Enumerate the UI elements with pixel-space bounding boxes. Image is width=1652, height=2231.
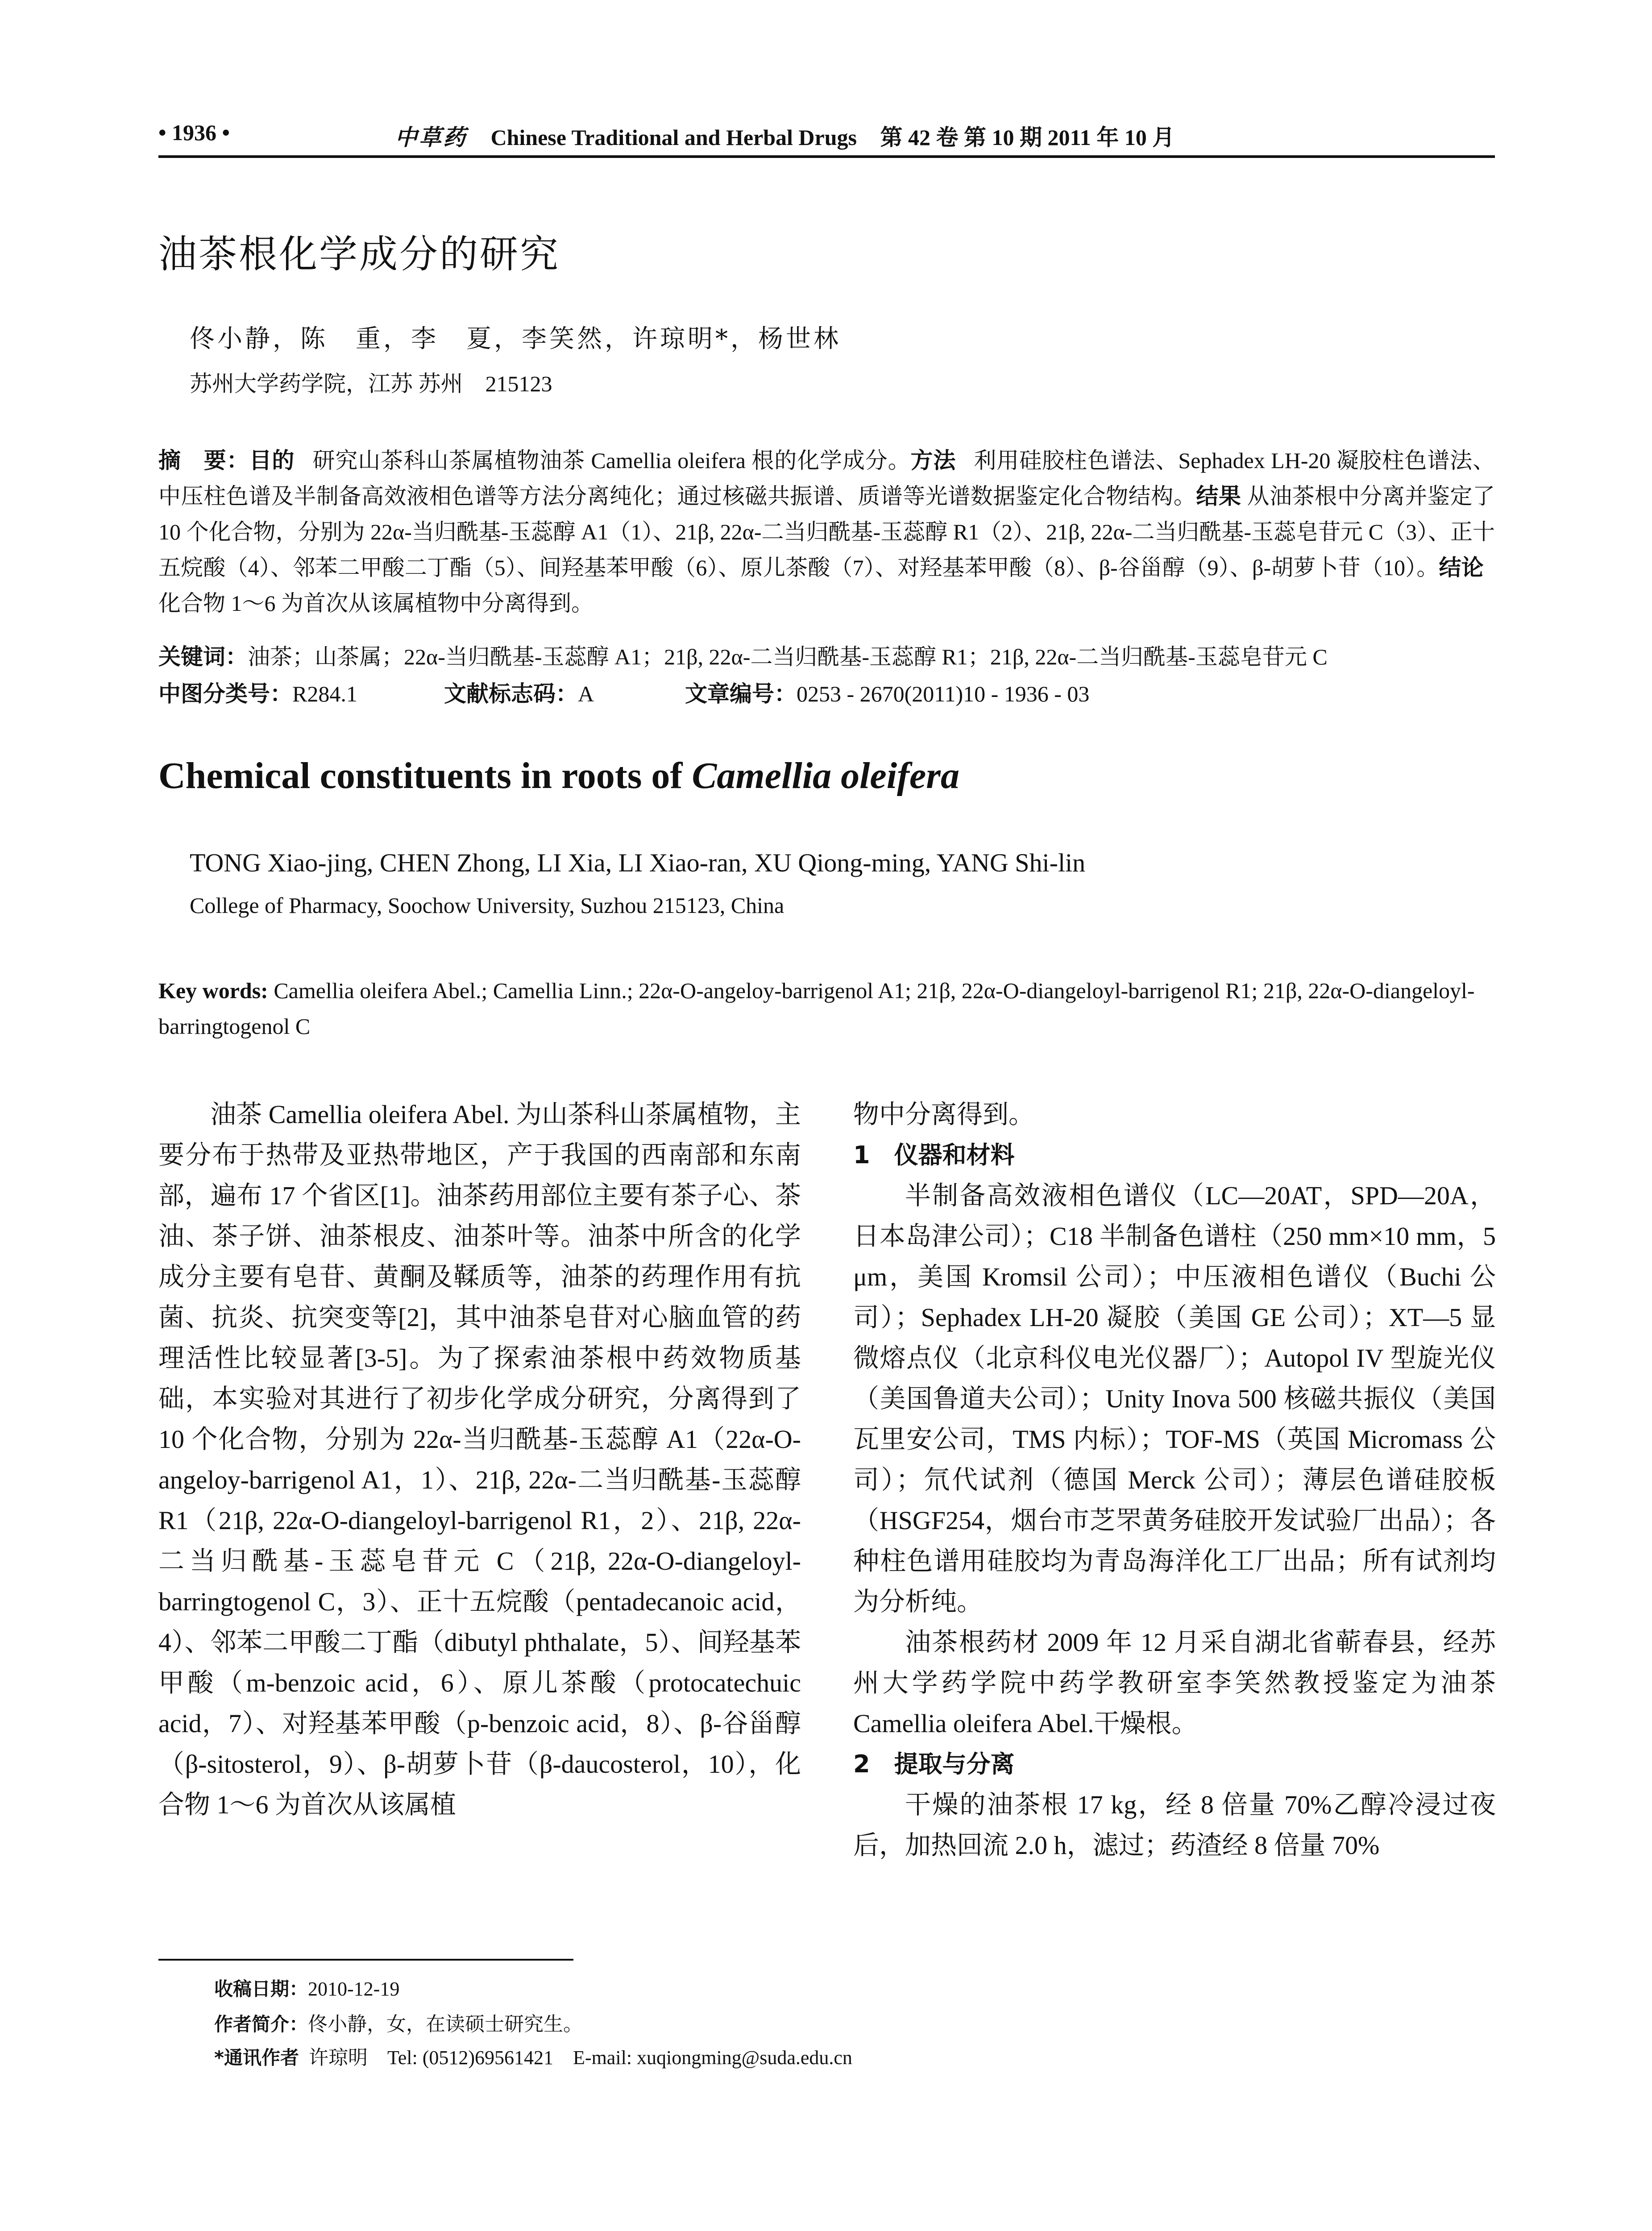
title-cn: 油茶根化学成分的研究 [158,232,560,277]
authors-en: TONG Xiao-jing, CHEN Zhong, LI Xia, LI Xiao-ran, XU Qiong-ming, YANG Shi-lin [190,848,1086,877]
conclusion-label: 结论 [1439,555,1484,581]
author-bio-label: 作者简介： [214,2013,308,2035]
intro-continuation: 物中分离得到。 [853,1100,1035,1129]
keywords-cn-label: 关键词： [158,644,248,670]
keywords-en-text: Camellia oleifera Abel.; Camellia Linn.; 22α-O-angeloy-barrigenol A1; 21β, 22α-O-diangeloyl-barrigenol R1; 21β, 22α-O-diangeloyl-barringtogenol C [158,978,1475,1039]
journal-name-cn: 中草药 [395,124,467,150]
section-1-paragraph-1: 半制备高效液相色谱仪（LC—20AT，SPD—20A，日本岛津公司）；C18 半制备色谱柱（250 mm×10 mm，5 μm，美国 Kromsil 公司）；中压液相色谱仪（Buchi 公司）；Sephadex LH-20 凝胶（美国 GE 公司）；XT—5 显微熔点仪（北京科仪电光仪器厂）；Autopol IV 型旋光仪（美国鲁道夫公司）；Unity Inova 500 核磁共振仪（美国瓦里安公司，TMS 内标）；TOF-MS（英国 Micromass 公司）；氘代试剂（德国 Merck 公司）；薄层色谱硅胶板（HSGF254，烟台市芝罘黄务硅胶开发试验厂出品）；各种柱色谱用硅胶均为青岛海洋化工厂出品；所有试剂均为分析纯。 [853,1181,1496,1616]
clc-value: R284.1 [292,681,357,706]
affiliation-cn: 苏州大学药学院，江苏 苏州 215123 [190,371,552,396]
received-label: 收稿日期： [214,1978,308,2000]
article-no-value: 0253 - 2670(2011)10 - 1936 - 03 [797,681,1090,706]
footnote-author [214,2008,583,2036]
author-bio: 佟小静，女，在读硕士研究生。 [308,2013,583,2035]
results-text: 从油茶根中分离并鉴定了 10 个化合物，分别为 22α-当归酰基-玉蕊醇 A1（1）、21β, 22α-二当归酰基-玉蕊醇 R1（2）、21β, 22α-二当归酰基-玉蕊皂苷元 C（3）、正十五烷酸（4）、邻苯二甲酸二丁酯（5）、间羟基苯甲酸（6）、原儿茶酸（7）、对羟基苯甲酸（8）、β-谷甾醇（9）、β-胡萝卜苷（10）。 [158,484,1495,580]
doc-code-value: A [578,681,594,706]
footnote-received [214,1974,399,2001]
keywords-cn-text: 油茶；山茶属；22α-当归酰基-玉蕊醇 A1；21β, 22α-二当归酰基-玉蕊醇 R1；21β, 22α-二当归酰基-玉蕊皂苷元 C [248,644,1328,669]
received-date: 2010-12-19 [308,1978,400,2000]
journal-info [395,120,1175,152]
methods-label: 方法 [910,448,956,473]
abstract-label: 摘 要： [158,448,249,473]
affiliation-en: College of Pharmacy, Soochow University, Suzhou 215123, China [190,893,784,918]
objective-label: 目的 [249,448,295,473]
section-1-paragraph-2: 油茶根药材 2009 年 12 月采自湖北省蕲春县，经苏州大学药学院中药学教研室李笑然教授鉴定为油茶 Camellia oleifera Abel.干燥根。 [853,1628,1496,1738]
methods-text: 利用硅胶柱色谱法、Sephadex LH-20 凝胶柱色谱法、中压柱色谱及半制备高效液相色谱等方法分离纯化；通过核磁共振谱、质谱等光谱数据鉴定化合物结构。 [158,448,1495,509]
conclusion-text: 化合物 1～6 为首次从该属植物中分离得到。 [158,591,594,616]
section-2-paragraph-1: 干燥的油茶根 17 kg，经 8 倍量 70%乙醇冷浸过夜后，加热回流 2.0 h，滤过；药渣经 8 倍量 70% [853,1790,1496,1860]
doc-code-label: 文献标志码： [444,681,578,707]
title-en-text: Chemical constituents in roots of [158,755,683,796]
section-2-heading: 2 提取与分离 [853,1750,1015,1778]
corresponding-label: *通讯作者 [214,2047,299,2069]
results-label: 结果 [1196,483,1241,509]
intro-paragraph: 油茶 Camellia oleifera Abel. 为山茶科山茶属植物，主要分布于热带及亚热带地区，产于我国的西南部和东南部，遍布 17 个省区[1]。油茶药用部位主要有茶子心、茶油、茶子饼、油茶根皮、油茶叶等。油茶中所含的化学成分主要有皂苷、黄酮及鞣质等，油茶的药理作用有抗菌、抗炎、抗突变等[2]，其中油茶皂苷对心脑血管的药理活性比较显著[3-5]。为了探索油茶根中药效物质基础，本实验对其进行了初步化学成分研究，分离得到了 10 个化合物，分别为 22α-当归酰基-玉蕊醇 A1（22α-O-angeloy-barrigenol A1，1）、21β, 22α-二当归酰基-玉蕊醇 R1（21β, 22α-O-diangeloyl-barrigenol R1，2）、21β, 22α-二当归酰基-玉蕊皂苷元 C（21β, 22α-O-diangeloyl-barringtogenol C，3）、正十五烷酸（pentadecanoic acid，4）、邻苯二甲酸二丁酯（dibutyl phthalate，5）、间羟基苯甲酸（m-benzoic acid，6）、原儿茶酸（protocatechuic acid，7）、对羟基苯甲酸（p-benzoic acid，8）、β-谷甾醇（β-sitosterol，9）、β-胡萝卜苷（β-daucosterol，10），化合物 1～6 为首次从该属植 [158,1100,801,1819]
classification-line [158,676,1495,708]
article-no-label: 文章编号： [685,681,797,707]
clc-label: 中图分类号： [158,681,292,707]
keywords-en [158,973,1495,1044]
journal-name-en: Chinese Traditional and Herbal Drugs [490,125,857,150]
title-en [158,754,959,797]
page-number: • 1936 • [158,120,230,145]
title-en-species: Camellia oleifera [692,755,959,796]
footnote-rule [158,1959,573,1961]
abstract-cn [158,443,1495,621]
corresponding-info: 许琼明 Tel: (0512)69561421 E-mail: xuqiongming@suda.edu.cn [308,2047,852,2069]
authors-cn: 佟小静，陈 重，李 夏，李笑然，许琼明*，杨世林 [190,324,841,353]
body-column-left [158,1094,801,1825]
keywords-cn [158,639,1495,675]
keywords-en-label: Key words: [158,978,268,1003]
objective-text: 研究山茶科山茶属植物油茶 Camellia oleifera 根的化学成分。 [312,448,911,473]
footnote-corresponding [214,2041,852,2070]
body-column-right [853,1094,1496,1866]
section-1-heading: 1 仪器和材料 [853,1141,1015,1169]
running-header [158,120,1495,151]
header-rule [158,155,1495,158]
journal-issue: 第 42 卷 第 10 期 2011 年 10 月 [880,125,1175,150]
